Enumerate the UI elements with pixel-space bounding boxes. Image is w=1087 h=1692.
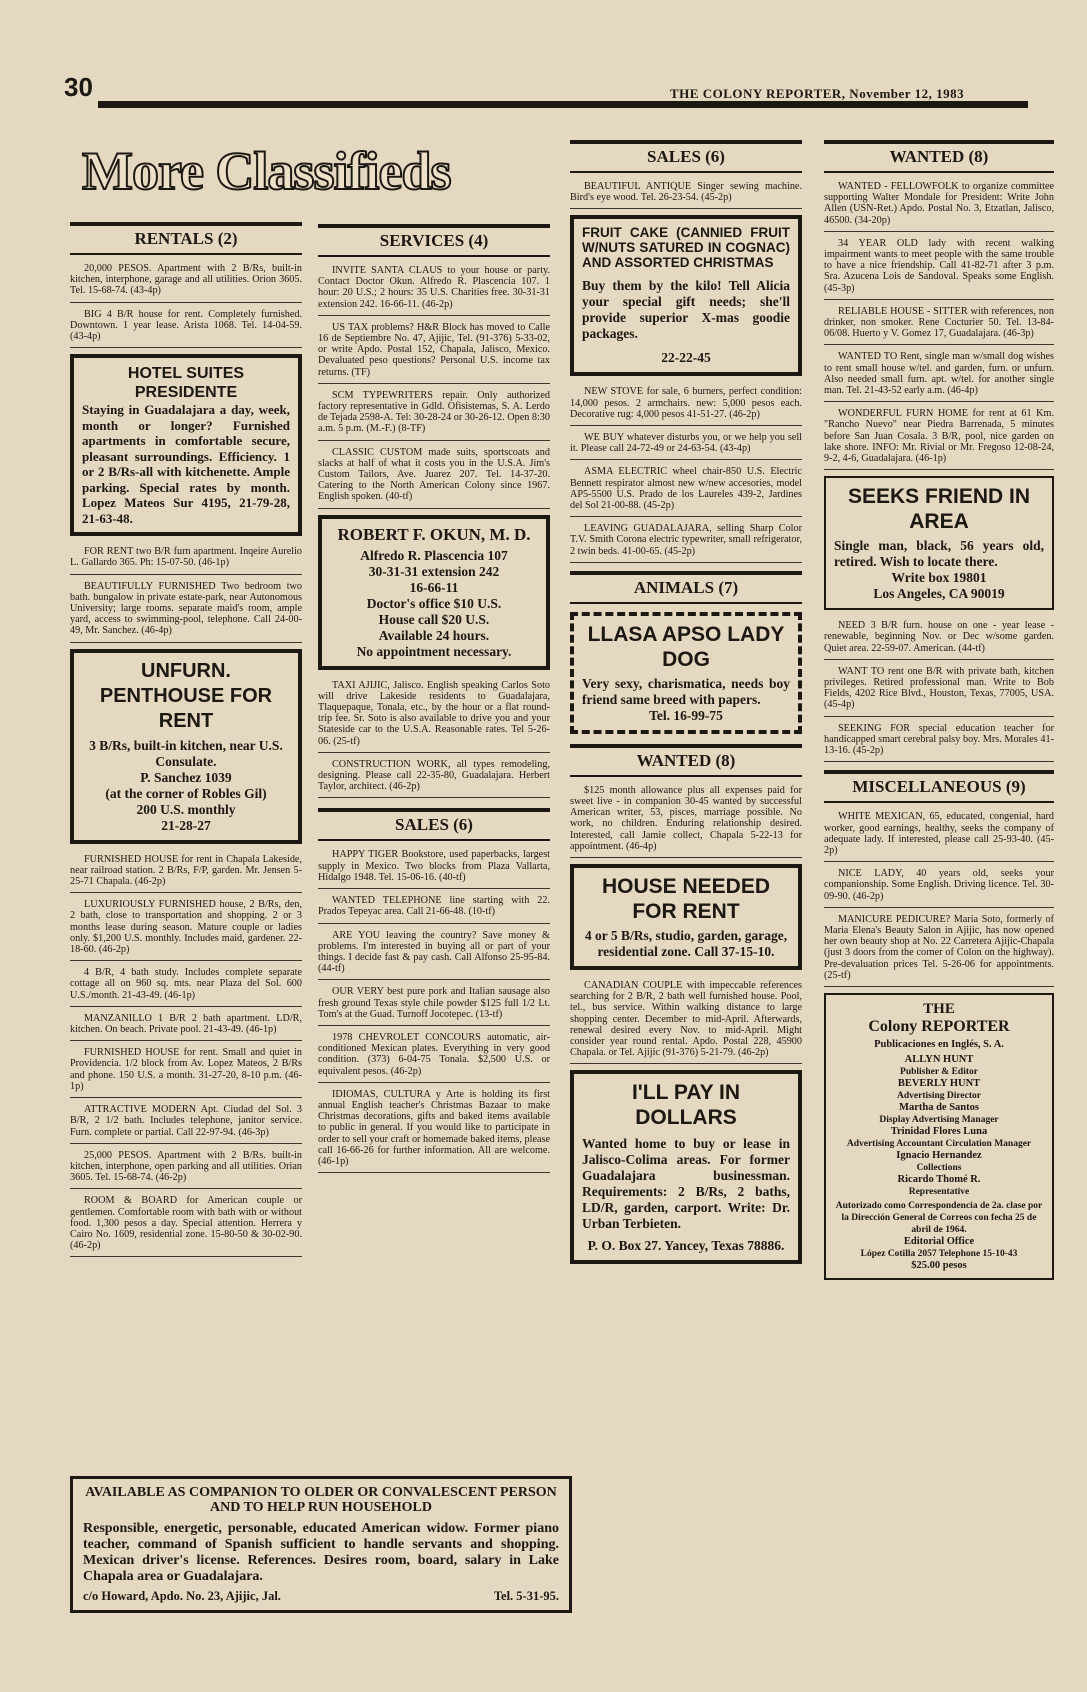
classified-ad: MANICURE PEDICURE? Maria Soto, formerly of Maria Elena's Beauty Salon in Ajijic, has now opened her own beauty shop at No. 22 Carretera Ajijic-Chapala (just 3 doors from the corner of Colon on the highway). Pre-devaluation prices Tel. 5-26-06 for appointments. (25-tf) [824, 914, 1054, 987]
okun-line: No appointment necessary. [356, 643, 512, 659]
classified-ad: 1978 CHEVROLET CONCOURS automatic, air-conditioned Mexican plates. Everything in very good condition. (373) 6-04-75 Tonala. $2,500 U.S. or equivalent pesos. (46-2p) [318, 1032, 550, 1083]
editorial-office: Editorial Office [903, 1235, 975, 1247]
classified-ad: WHITE MEXICAN, 65, educated, congenial, hard worker, good earnings, healthy, seeks the company of adequate lady. If interested, please call 25-93-40. (45-2p) [824, 811, 1054, 862]
hotel-ad-body: Staying in Guadalajara a day, week, month or longer? Furnished apartments in comfortable secure, pleasant surroundings. Efficiency. 1 or 2 B/Rs-all with kitchenette. Ample parking. Special rates by month. Lopez Mateos Sur 4195, 21-79-28, 21-63-48. [82, 402, 290, 526]
staff-role: Advertising Accountant Circulation Manager [846, 1138, 1032, 1149]
lhasa-ad-phone: Tel. 16-99-75 [649, 707, 723, 723]
seeks-ad-address: Los Angeles, CA 90019 [873, 586, 1005, 602]
sales-header: SALES (6) [318, 808, 550, 841]
okun-line: Doctor's office $10 U.S. [366, 595, 502, 611]
masthead: THE COLONY REPORTER, November 12, 1983 [670, 86, 965, 101]
staff-role: Publisher & Editor [900, 1066, 978, 1077]
seeks-ad-body: Single man, black, 56 years old, retired. Wish to locate there. [834, 538, 1044, 570]
office-address: López Cotilla 2057 Telephone 15-10-43 [860, 1248, 1018, 1259]
staff-name: BEVERLY HUNT [897, 1077, 981, 1089]
lhasa-ad-body: Very sexy, charismatica, needs boy friend same breed with papers. [582, 675, 790, 707]
classified-ad: CONSTRUCTION WORK, all types remodeling, designing. Please call 22-35-80, Guadalajara. Herbert Taylor, architect. (46-2p) [318, 759, 550, 799]
classified-ad: LEAVING GUADALAJARA, selling Sharp Color T.V. Smith Corona electric typewriter, small refrigerator, 2 twin beds. 41-00-65. (45-2p) [570, 523, 802, 563]
companion-ad-address: c/o Howard, Apdo. No. 23, Ajijic, Jal. [83, 1589, 281, 1603]
services-header: SERVICES (4) [318, 224, 550, 257]
companion-ad-phone: Tel. 5-31-95. [493, 1589, 559, 1603]
classified-ad: SCM TYPEWRITERS repair. Only authorized factory representative in Gdld. Ofisistemas, S. A. Lerdo de Tejada 2598-A. Tel: 30-28-24 or 30-26-12. Open 8:30 a.m. 5 p.m. (M.-F.) (8-TF) [318, 390, 550, 441]
staff-role: Collections [916, 1162, 962, 1173]
page-number: 30 [64, 72, 93, 102]
classified-ad: WE BUY whatever disturbs you, or we help you sell it. Please call 24-72-49 or 24-63-54. (43-4p) [570, 432, 802, 460]
classified-ad: ASMA ELECTRIC wheel chair-850 U.S. Electric Bennett respirator almost new w/new accesories, model AP5-5500 U.S. Prado de los Laureles 439-2, Jardines del Sol 21-00-88. (45-2p) [570, 466, 802, 517]
classified-ad: 4 B/R, 4 bath study. Includes complete separate cottage all on 960 sq. mts. near Plaza del Sol. 600 U.S./month. 21-43-49. (46-1p) [70, 967, 302, 1007]
classified-ad: 34 YEAR OLD lady with recent walking impairment wants to meet people with the same trouble to have a nice friendship. Call 41-82-71 after 3 p.m. Sra. Azucena Lois de Sandoval. Speaks some English. (45-3p) [824, 238, 1054, 300]
classified-ad: INVITE SANTA CLAUS to your house or party. Contact Doctor Okun. Alfredo R. Plascencia 107. 1 hour: 20 U.S.; 2 hours: 35 U.S. Charities free. 30-31-31 extension 242. 16-66-11. (46-2p) [318, 265, 550, 316]
fruitcake-ad [570, 215, 802, 376]
penthouse-line: 21-28-27 [161, 817, 211, 833]
classified-ad: WONDERFUL FURN HOME for rent at 61 Km. "Rancho Nuevo" near Piedra Barrenada, 5 minutes before San Juan Cosala. 3 B/R, pool, nice garden on lake shore. INFO: Mr. Rivial or Mr. Fregoso 12-08-24, 9-2, 4-6, Guadalajara. (46-1p) [824, 408, 1054, 470]
staff-role: Advertising Director [897, 1090, 981, 1101]
dollars-ad-title: I'LL PAY IN DOLLARS [631, 1081, 741, 1130]
companion-ad-title: AVAILABLE AS COMPANION TO OLDER OR CONVALESCENT PERSON AND TO HELP RUN HOUSEHOLD [85, 1485, 557, 1515]
classified-ad: RELIABLE HOUSE - SITTER with references, non drinker, non smoker. Rene Cocturier 50. Tel. 13-84-06/08. Huerto y V. Gomez 17, Guadalajara. (46-3p) [824, 306, 1054, 346]
penthouse-ad [70, 649, 302, 844]
column-services [318, 224, 550, 1179]
companion-ad-footer [83, 1589, 559, 1604]
companion-ad [70, 1476, 572, 1613]
classified-ad: US TAX problems? H&R Block has moved to Calle 16 de Septiembre No. 47, Ajijic, Tel. (91-376) 5-33-02, or write Apdo. Postal 152, Chapala, Jalisco, Mexico. Devaluated peso questions? Personal U.S. income tax returns. (TF) [318, 322, 550, 384]
classified-ad: BEAUTIFUL ANTIQUE Singer sewing machine. Bird's eye wood. Tel. 26-23-54. (45-2p) [570, 181, 802, 209]
hotel-ad-title: HOTEL SUITES PRESIDENTE [127, 365, 245, 402]
penthouse-line: (at the corner of Robles Gil) [105, 785, 267, 801]
penthouse-line: P. Sanchez 1039 [140, 769, 232, 785]
classified-ad: ROOM & BOARD for American couple or gentlemen. Comfortable room with bath with or without food. 1,300 pesos a day. Special attention. Herrera y Cairo No. 1609, residential zone. 15-80-50 & 30-02-90. (46-2p) [70, 1195, 302, 1257]
hotel-suites-ad [70, 354, 302, 536]
classified-ad: FURNISHED HOUSE for rent in Chapala Lakeside, near railroad station. 2 B/Rs, F/P, garden. Mr. Jensen 5-25-71 Chapala. (46-2p) [70, 854, 302, 894]
classified-ad: WANTED TELEPHONE line starting with 22. Prados Tepeyac area. Call 21-66-48. (10-tf) [318, 895, 550, 923]
classified-ad: MANZANILLO 1 B/R 2 bath apartment. LD/R, kitchen. On beach. Private pool. 21-43-49. (46-1p) [70, 1013, 302, 1041]
okun-ad-title: ROBERT F. OKUN, M. D. [337, 524, 531, 544]
okun-line: Available 24 hours. [378, 627, 490, 643]
animals-header: ANIMALS (7) [570, 571, 802, 604]
okun-line: 30-31-31 extension 242 [368, 563, 500, 579]
pay-in-dollars-ad [570, 1070, 802, 1264]
classified-ad: NEW STOVE for sale, 6 burners, perfect condition: 14,000 pesos. 2 armchairs. new: 5,000 pesos each. Decorative rug: 4,000 pesos 41-51-27. (46-2p) [570, 386, 802, 426]
classified-ad: IDIOMAS, CULTURA y Arte is holding its first annual English teacher's Christmas Bazaar to make Christmas decorations, gifts and baked items available to public in general. If you would like to participate in order to sell your craft or homemade baked items, please call 16-66-26 for further information. All are welcome. (46-1p) [318, 1089, 550, 1173]
classified-ad: FURNISHED HOUSE for rent. Small and quiet in Providencia. 1/2 block from Av. Lopez Mateos, 2 B/Rs and phone. 150 U.S. a month. 31-27-20, 8-10 p.m. (46-1p) [70, 1047, 302, 1098]
postal-authorization: Autorizado como Correspondencia de 2a. clase por la Dirección General de Correos con fecha 25 de abril de 1964. [835, 1200, 1043, 1235]
credits-title: THE [923, 1000, 955, 1017]
classified-ad: LUXURIOUSLY FURNISHED house, 2 B/Rs, den, 2 bath, close to transportation and shopping. 2 or 3 months lease during season. Mature couple or ladies only. $1,200 U.S. monthly. Includes maid, gardener. 22-18-60. (46-2p) [70, 899, 302, 961]
classified-ad: WANT TO rent one B/R with private bath, kitchen privileges. Retired professional man. Write to Bob Fields, 4202 Rice Blvd., Houston, Texas, 77005, USA. (45-4p) [824, 666, 1054, 717]
staff-name: Ignacio Hernandez [896, 1149, 982, 1161]
okun-line: Alfredo R. Plascencia 107 [360, 547, 508, 563]
house-ad-body: 4 or 5 B/Rs, studio, garden, garage, residential zone. Call 37-15-10. [584, 928, 788, 960]
classified-ad: $125 month allowance plus all expenses paid for sweet live - in companion 30-45 wanted by successful American writer, 53, pisces, marriage possible. No work, no children. Enduring relationship desired. Interested, call Jamie collect, Chapala 5-22-13 for appointment. (46-4p) [570, 785, 802, 858]
seeks-ad-address: Write box 19801 [891, 570, 987, 586]
seeks-friend-ad [824, 476, 1054, 610]
staff-role: Representative [908, 1186, 970, 1197]
staff-role: Display Advertising Manager [879, 1114, 999, 1125]
dollars-ad-body: Wanted home to buy or lease in Jalisco-Colima areas. For former Guadalajara businessman. Requirements: 2 B/Rs, 2 baths, LD/R, garden, carport. Write: Dr. Urban Terbieten. [582, 1136, 790, 1232]
okun-line: 16-66-11 [409, 579, 459, 595]
staff-name: ALLYN HUNT [904, 1053, 974, 1065]
sales-header: SALES (6) [570, 140, 802, 173]
classified-ad: FOR RENT two B/R furn apartment. Inqeire Aurelio L. Gallardo 365. Ph: 15-07-50. (46-1p) [70, 546, 302, 574]
column-sales [570, 140, 802, 1274]
classified-ad: NICE LADY, 40 years old, seeks your companionship. Some English. Driving licence. Tel. 30-09-90. (46-2p) [824, 868, 1054, 908]
classified-ad: CLASSIC CUSTOM made suits, sportscoats and slacks at half of what it costs you in the U.S.A. Jim's Custom Tailors, Ave. Juarez 207. Tel. 14-37-20. Catering to the North American Colony since 1967. English spoken. (40-tf) [318, 447, 550, 509]
penthouse-line: 3 B/Rs, built-in kitchen, near U.S. Consulate. [89, 737, 283, 769]
companion-ad-body: Responsible, energetic, personable, educated American widow. Former piano teacher, command of Spanish sufficient to handle servants and shopping. Mexican driver's license. References. Desires room, board, salary in Lake Chapala area or Guadalajara. [83, 1521, 559, 1584]
staff-name: Ricardo Thomé R. [897, 1173, 981, 1185]
classified-ad: WANTED - FELLOWFOLK to organize committee supporting Walter Mondale for President: Write John Allen (USN-Ret.) Apdo. Postal No. 3, Etzatlan, Jalisco, 46500. (34-20p) [824, 181, 1054, 232]
classified-ad: ARE YOU leaving the country? Save money & problems. I'm interested in buying all or part of your things. I decide fast & pay cash. Call Alfonso 25-95-84. (44-tf) [318, 930, 550, 981]
classified-ad: BEAUTIFULLY FURNISHED Two bedroom two bath. bungalow in private estate-park, near Autonomous University; large rooms. separate maid's room, ample yard, access to swimming-pool, telephone. Call 24-00-49, Mr. Sanchez. (46-4p) [70, 581, 302, 643]
house-needed-ad [570, 864, 802, 970]
dollars-ad-address: P. O. Box 27. Yancey, Texas 78886. [587, 1238, 785, 1254]
classified-ad: 25,000 PESOS. Apartment with 2 B/Rs. built-in kitchen, interphone, open parking and all utilities. Orian 3605. Tel. 15-68-74. (46-2p) [70, 1150, 302, 1190]
classified-ad: TAXI AJIJIC, Jalisco. English speaking Carlos Soto will drive Lakeside residents to Guadalajara, Tlaquepaque, Tonala, etc., by the hour or a flat round-trip fee. Sr. Soto is also available to drive you and your Stateside car to the U.S.A. Reasonable rates. Tel 5-26-06. (25-tf) [318, 680, 550, 753]
staff-name: Martha de Santos [899, 1101, 979, 1113]
column-wanted [824, 140, 1054, 1290]
classified-ad: CANADIAN COUPLE with impeccable references searching for 2 B/R, 2 bath well furnished house. Pool, tel., bus service. Within walking distance to large shopping center. December to mid-April. Afterwards, renewal desired every Nov. to mid-April. Might consider year round rental. Apdo. Postal 228, 45900 Chapala. or Tel. Ajijic (91-376) 5-21-79. (46-2p) [570, 980, 802, 1064]
colony-reporter-credits [824, 993, 1054, 1280]
fruitcake-ad-phone: 22-22-45 [661, 350, 711, 366]
penthouse-ad-title: UNFURN. PENTHOUSE FOR RENT [99, 659, 273, 732]
column-rentals [70, 222, 302, 1263]
classified-ad: OUR VERY best pure pork and Italian sausage also fresh ground Texas style chile powder $125 full 1/2 Lt. Tom's at the Guad. Turnoff Jocotepec. (13-tf) [318, 986, 550, 1026]
classified-ad: WANTED TO Rent, single man w/small dog wishes to rent small house w/tel. and garden, furn. or unfurn. Also needed small furn. apt. w/tel. for another single man. Tel. 21-43-52 early a.m. (46-4p) [824, 351, 1054, 402]
classified-ad: HAPPY TIGER Bookstore, used paperbacks, largest supply in Mexico. Two blocks from Plaza Vallarta, Hidalgo 1948. Tel. 15-06-16. (40-tf) [318, 849, 550, 889]
okun-ad [318, 515, 550, 670]
penthouse-line: 200 U.S. monthly [136, 801, 236, 817]
staff-name: Trinidad Flores Luna [890, 1125, 988, 1137]
classified-ad: ATTRACTIVE MODERN Apt. Ciudad del Sol. 3 B/R, 2 1/2 bath. Includes telephone, janitor service. Furn. complete or partial. Call 22-97-94. (46-3p) [70, 1104, 302, 1144]
okun-line: House call $20 U.S. [378, 611, 490, 627]
seeks-ad-title: SEEKS FRIEND IN AREA [847, 485, 1031, 534]
wanted-header: WANTED (8) [824, 140, 1054, 173]
section-title: More Classifieds [82, 141, 451, 201]
lhasa-ad-title: LLASA APSO LADY DOG [587, 622, 785, 671]
fruitcake-ad-body: Buy them by the kilo! Tell Alicia your special gift needs; she'll provide superior X-mas goodie packages. [582, 278, 790, 342]
miscellaneous-header: MISCELLANEOUS (9) [824, 770, 1054, 803]
classified-ad: 20,000 PESOS. Apartment with 2 B/Rs, built-in kitchen, interphone, garage and all utilities. Orion 3605. Tel. 15-68-74. (43-4p) [70, 263, 302, 303]
lhasa-ad [570, 612, 802, 734]
classified-ad: NEED 3 B/R furn. house on one - year lease - renewable, beginning Nov. or Dec w/some garden. Quiet area. 22-59-07. American. (44-tf) [824, 620, 1054, 660]
classified-ad: BIG 4 B/R house for rent. Completely furnished. Downtown. 1 year lease. Arista 1068. Tel. 14-04-59. (43-4p) [70, 309, 302, 349]
top-rule [98, 101, 1028, 108]
subscription-price: $25.00 pesos [911, 1259, 967, 1271]
fruitcake-ad-title: FRUIT CAKE (CANNIED FRUIT W/NUTS SATURED IN COGNAC) AND ASSORTED CHRISTMAS [582, 225, 790, 271]
classified-ad: SEEKING FOR special education teacher for handicapped smart cerebral palsy boy. Mrs. Morales 41-13-16. (45-2p) [824, 723, 1054, 763]
rentals-header: RENTALS (2) [70, 222, 302, 255]
credits-title: Colony REPORTER [868, 1017, 1010, 1035]
credits-publisher: Publicaciones en Inglés, S. A. [874, 1038, 1004, 1050]
house-ad-title: HOUSE NEEDED FOR RENT [601, 875, 771, 924]
wanted-header: WANTED (8) [570, 744, 802, 777]
